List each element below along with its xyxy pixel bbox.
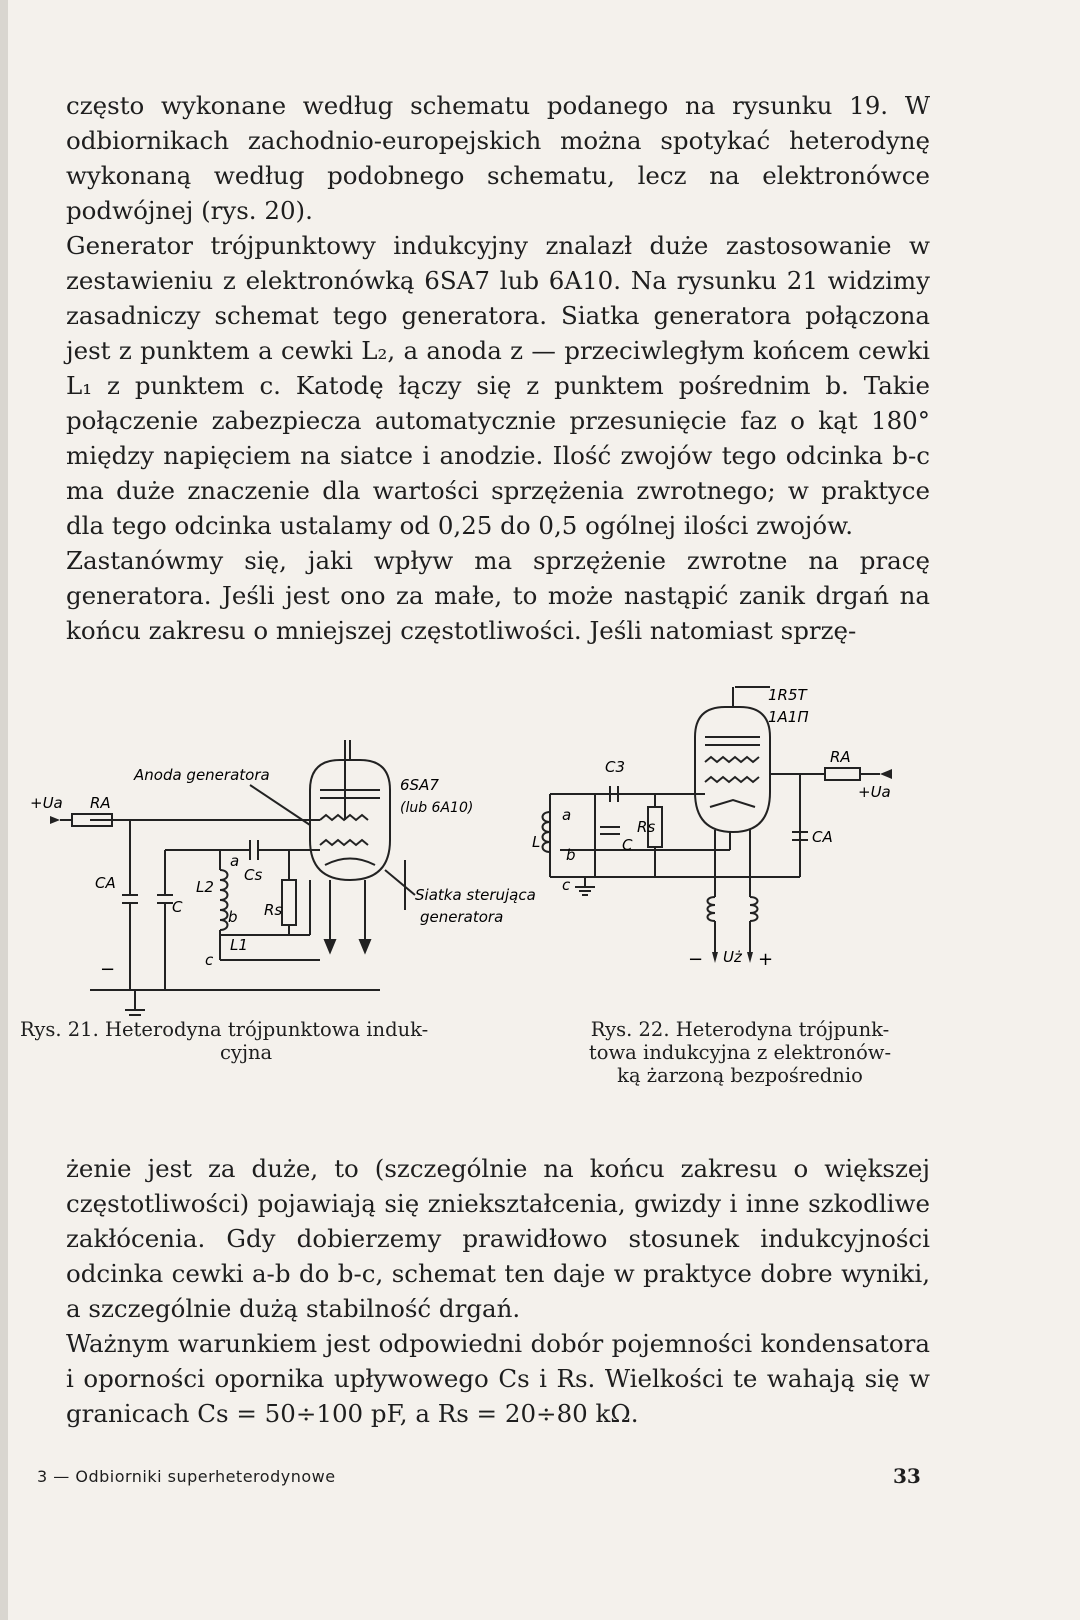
paragraph-4: żenie jest za duże, to (szczególnie na końcu zakresu o większej częstotliwości) pojawiają się zniekształcenia, gwizdy i inne szkodliwe zakłócenia. Gdy dobierzemy prawidłowo stosunek indukcyjności odcinka cewki a-b do b-c, schemat ten daje w praktyce dobre wyniki, a szczególnie dużą stabilność drgań.: [66, 1154, 930, 1323]
fig22-a: a: [562, 806, 572, 824]
paragraph-2: Generator trójpunktowy indukcyjny znalazł duże zastosowanie w zestawieniu z elektronówką 6SA7 lub 6A10. Na rysunku 21 widzimy zasadniczy schemat tego generatora. Siatka generatora połączona jest z punktem a cewki L₂, a anoda z — przeciwległym końcem cewki L₁ z punktem c. Katodę łączy się z punktem pośrednim b. Takie połączenie zabezpiecza automatycznie przesunięcie faz o kąt 180° między napięciem na siatce i anodzie. Ilość zwojów tego odcinka b-c ma duże znaczenie dla wartości sprzężenia zwrotnego; w praktyce dla tego odcinka ustalamy od 0,25 do 0,5 ogólnej ilości zwojów.: [66, 231, 930, 540]
fig21-l2: L2: [196, 878, 214, 896]
fig21-rs: Rs: [264, 901, 283, 919]
caption-21-num: Rys. 21.: [20, 1018, 99, 1041]
fig21-ua: +Ua: [30, 794, 63, 812]
tube-envelope: [310, 760, 390, 880]
bottom-text-block: [66, 1151, 930, 1431]
caption-21: [20, 1018, 500, 1064]
fig21-minus: −: [100, 959, 116, 980]
paragraph-3: Zastanówmy się, jaki wpływ ma sprzężenie zwrotne na pracę generatora. Jeśli jest ono za małe, to może nastąpić zanik drgań na końcu zakresu o mniejszej częstotliwości. Jeśli natomiast sprzę-: [66, 546, 930, 645]
fig22-plus: +: [758, 949, 774, 970]
paragraph-5: Ważnym warunkiem jest odpowiedni dobór pojemności kondensatora i oporności opornika upływowego Cs i Rs. Wielkości te wahają się w granicach Cs = 50÷100 pF, a Rs = 20÷80 kΩ.: [66, 1329, 930, 1428]
fig22-tube-alt: 1A1П: [768, 708, 809, 726]
fig21-b: b: [228, 908, 238, 926]
paragraph-1: często wykonane według schematu podanego na rysunku 19. W odbiornikach zachodnio-europejskich można spotykać heterodynę wykonaną według podobnego schematu, lecz na elektronówce podwójnej (rys. 20).: [66, 91, 930, 225]
fig21-ca: CA: [95, 874, 116, 892]
fig21-cs: Cs: [244, 866, 263, 884]
running-footer: 3 — Odbiorniki superheterodynowe: [37, 1467, 336, 1486]
fig22-minus: −: [688, 949, 704, 970]
fig21-c-point: c: [205, 951, 214, 969]
fig21-a: a: [230, 852, 240, 870]
fig22-c-point: c: [562, 876, 571, 894]
fig22-ra: RA: [830, 748, 851, 766]
fig21-c: C: [172, 898, 183, 916]
figures-area: [0, 686, 1080, 1100]
caption-21-text-2: cyjna: [220, 1041, 273, 1064]
fig22-c3: C3: [605, 758, 626, 776]
fig22-uz: Uż: [723, 948, 742, 966]
figure-21-schematic: [20, 720, 540, 1050]
tube-envelope-2: [695, 707, 770, 832]
fig21-tube-alt: (lub 6A10): [400, 800, 474, 816]
caption-21-text-1: Heterodyna trójpunktowa induk-: [104, 1018, 429, 1041]
caption-22-line-2: towa indukcyjna z elektronów-: [588, 1041, 892, 1064]
fig21-l1: L1: [230, 936, 248, 954]
fig22-l: L: [532, 833, 541, 851]
fig21-grid-label-2: generatora: [420, 908, 504, 926]
caption-22: [560, 1018, 920, 1087]
top-text-block: [66, 88, 930, 648]
caption-22-line-3: ką żarzoną bezpośrednio: [617, 1064, 863, 1087]
fig22-b: b: [566, 846, 576, 864]
fig22-tube-type: 1R5T: [768, 686, 807, 704]
fig22-c: C: [622, 836, 633, 854]
fig22-rs: Rs: [637, 818, 656, 836]
page-number: 33: [893, 1464, 921, 1488]
fig22-ca: CA: [812, 828, 833, 846]
fig21-ra: RA: [90, 794, 111, 812]
figure-22-schematic: [532, 682, 940, 1012]
fig22-ua: +Ua: [858, 783, 891, 801]
fig21-grid-label-1: Siatka sterująca: [415, 886, 536, 904]
fig21-tube-type: 6SA7: [400, 776, 439, 794]
caption-22-line-1: Rys. 22. Heterodyna trójpunk-: [590, 1018, 890, 1041]
fig21-anode-label: Anoda generatora: [134, 766, 270, 784]
